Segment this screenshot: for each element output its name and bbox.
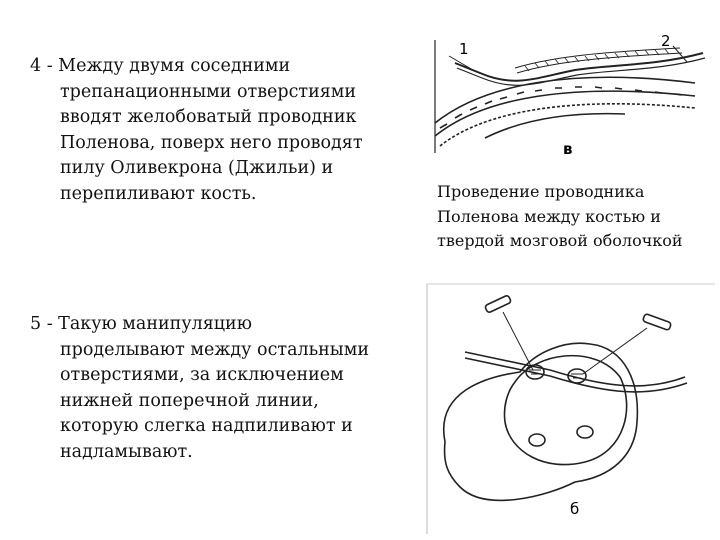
figure-label-v: в [563, 140, 573, 158]
skull-saw-illustration [425, 282, 720, 537]
paragraph-4-line-5: пилу Оливекрона (Джильи) и [60, 158, 334, 178]
paragraph-4-line-3: вводят желобоватый проводник [60, 107, 357, 127]
paragraph-5 [30, 312, 369, 465]
figure-label-2: 2 [661, 32, 671, 50]
caption-line-1: Проведение проводника [437, 182, 645, 201]
paragraph-5-line-3: отверстиями, за исключением [60, 365, 344, 385]
paragraph-4-line-6: перепиливают кость. [60, 183, 257, 204]
caption-line-2: Поленова между костью и [437, 206, 661, 226]
caption-line-3: твердой мозговой оболочкой [437, 231, 683, 250]
paragraph-5-line-5: которую слегка надпиливают и [60, 416, 353, 436]
paragraph-4-line-1: 4 - Между двумя соседними [30, 56, 291, 76]
figure-label-b: б [570, 500, 580, 518]
figure-label-1: 1 [459, 40, 469, 58]
paragraph-4 [30, 54, 363, 207]
paragraph-5-line-1: 5 - Такую манипуляцию [30, 314, 252, 334]
paragraph-4-line-2: трепанационными отверстиями [60, 81, 357, 102]
figure-caption [437, 180, 683, 254]
paragraph-4-line-4: Поленова, поверх него проводят [60, 132, 363, 153]
paragraph-5-line-6: надламывают. [60, 441, 193, 462]
paragraph-5-line-4: нижней поперечной линии, [60, 390, 319, 411]
paragraph-5-line-2: проделывают между остальными [60, 339, 370, 360]
guide-insertion-illustration [425, 28, 720, 163]
